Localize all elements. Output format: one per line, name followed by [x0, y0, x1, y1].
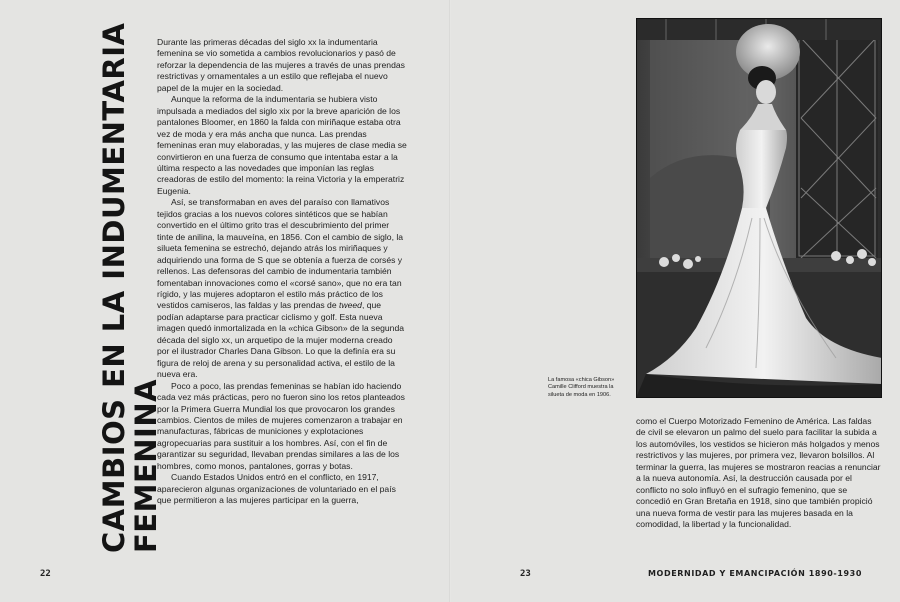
right-body-column: como el Cuerpo Motorizado Femenino de América. Las faldas de civil se elevaron un palmo del suelo para facilitar la subida a los automóviles, los vestidos se hicieron más holgados y menos restrictivos y las mujeres, por primera vez, llevaron bolsillos. Al terminar la guerra, las mujeres se mostraron reacias a renunciar a la nueva autonomía. Así, la destrucción causada por el conflicto no solo influyó en el sufragio femenino, que se concedió en Gran Bretaña en 1918, sino que también propició una nueva forma de vestir para las mujeres basada en la comodidad, la libertad y la funcionalidad. [636, 416, 881, 530]
left-body-column [157, 37, 407, 507]
title-line-1: CAMBIOS EN LA INDUMENTARIA [97, 22, 131, 553]
historical-photo [636, 18, 882, 398]
paragraph-2: Aunque la reforma de la indumentaria se hubiera visto impulsada a mediados del siglo xix por la breve aparición de los pantalones Bloomer, en 1860 la falda con miriñaque estaba otra vez de moda y era más ancha que nunca. Las prendas femeninas eran muy elaboradas, y las mujeres de clase media se convirtieron en una fuerza de consumo que intentaba estar a la última respecto a las novedades que imponían las reglas creadoras de estilo del momento: la reina Victoria y la emperatriz Eugenia. [157, 94, 407, 196]
paragraph-1: Durante las primeras décadas del siglo xx la indumentaria femenina se vio sometida a cambios revolucionarios y pasó de reforzar la dependencia de las mujeres a través de unas prendas restrictivas y ornamentales a un estilo que reflejaba el nuevo papel de la mujer en la sociedad. [157, 37, 405, 93]
page-number-left: 22 [40, 569, 51, 579]
running-head: MODERNIDAD Y EMANCIPACIÓN 1890-1930 [648, 569, 862, 578]
title-line-2: FEMENINA [129, 378, 163, 553]
vertical-chapter-title [98, 23, 162, 553]
photo-caption: La famosa «chica Gibson» Camille Clifford muestra la silueta de moda en 1906. [548, 377, 615, 398]
paragraph-3: Así, se transformaban en aves del paraíso con llamativos tejidos gracias a los nuevos colores sintéticos que se habían convertido en el último grito tras el descubrimiento del primer tinte de anilina, la mauveína, en 1856. Con el cambio de siglo, la silueta femenina se estrechó, dejando atrás los miriñaques y adquiriendo una forma de S que se obtenía a fuerza de corsés y rellenos. Las defensoras del cambio de indumentaria también fomentaban innovaciones como el «corsé sano», que no era tan rígido, y las mujeres adoptaron el estilo más práctico de los vestidos camiseros, las faldas y las prendas de tweed, que podían adaptarse para practicar ciclismo y golf. Esta nueva imagen quedó inmortalizada en la «chica Gibson» de la segunda década del siglo xx, un arquetipo de la mujer moderna creado por el ilustrador Charles Dana Gibson. Lo que la definía era su figura de reloj de arena y su personalidad activa, el estilo de la nueva era. [157, 197, 404, 380]
tweed-italic: tweed [339, 300, 362, 311]
book-gutter [449, 0, 451, 602]
paragraph-5: Cuando Estados Unidos entró en el conflicto, en 1917, aparecieron algunas organizaciones de voluntariado en el país que permitieron a las mujeres participar en la guerra, [157, 472, 396, 506]
paragraph-4: Poco a poco, las prendas femeninas se habían ido haciendo cada vez más prácticas, pero no fueron sino los retos planteados por la Primera Guerra Mundial los que provocaron los grandes cambios. Cientos de miles de mujeres comenzaron a trabajar en manufacturas, fábricas de municiones y explotaciones agropecuarias para sustituir a los hombres. Así, con el fin de garantizar su seguridad, llevaban prendas similares a las de los hombres, como monos, pantalones, gorras y botas. [157, 380, 405, 471]
page-number-right: 23 [520, 569, 531, 579]
